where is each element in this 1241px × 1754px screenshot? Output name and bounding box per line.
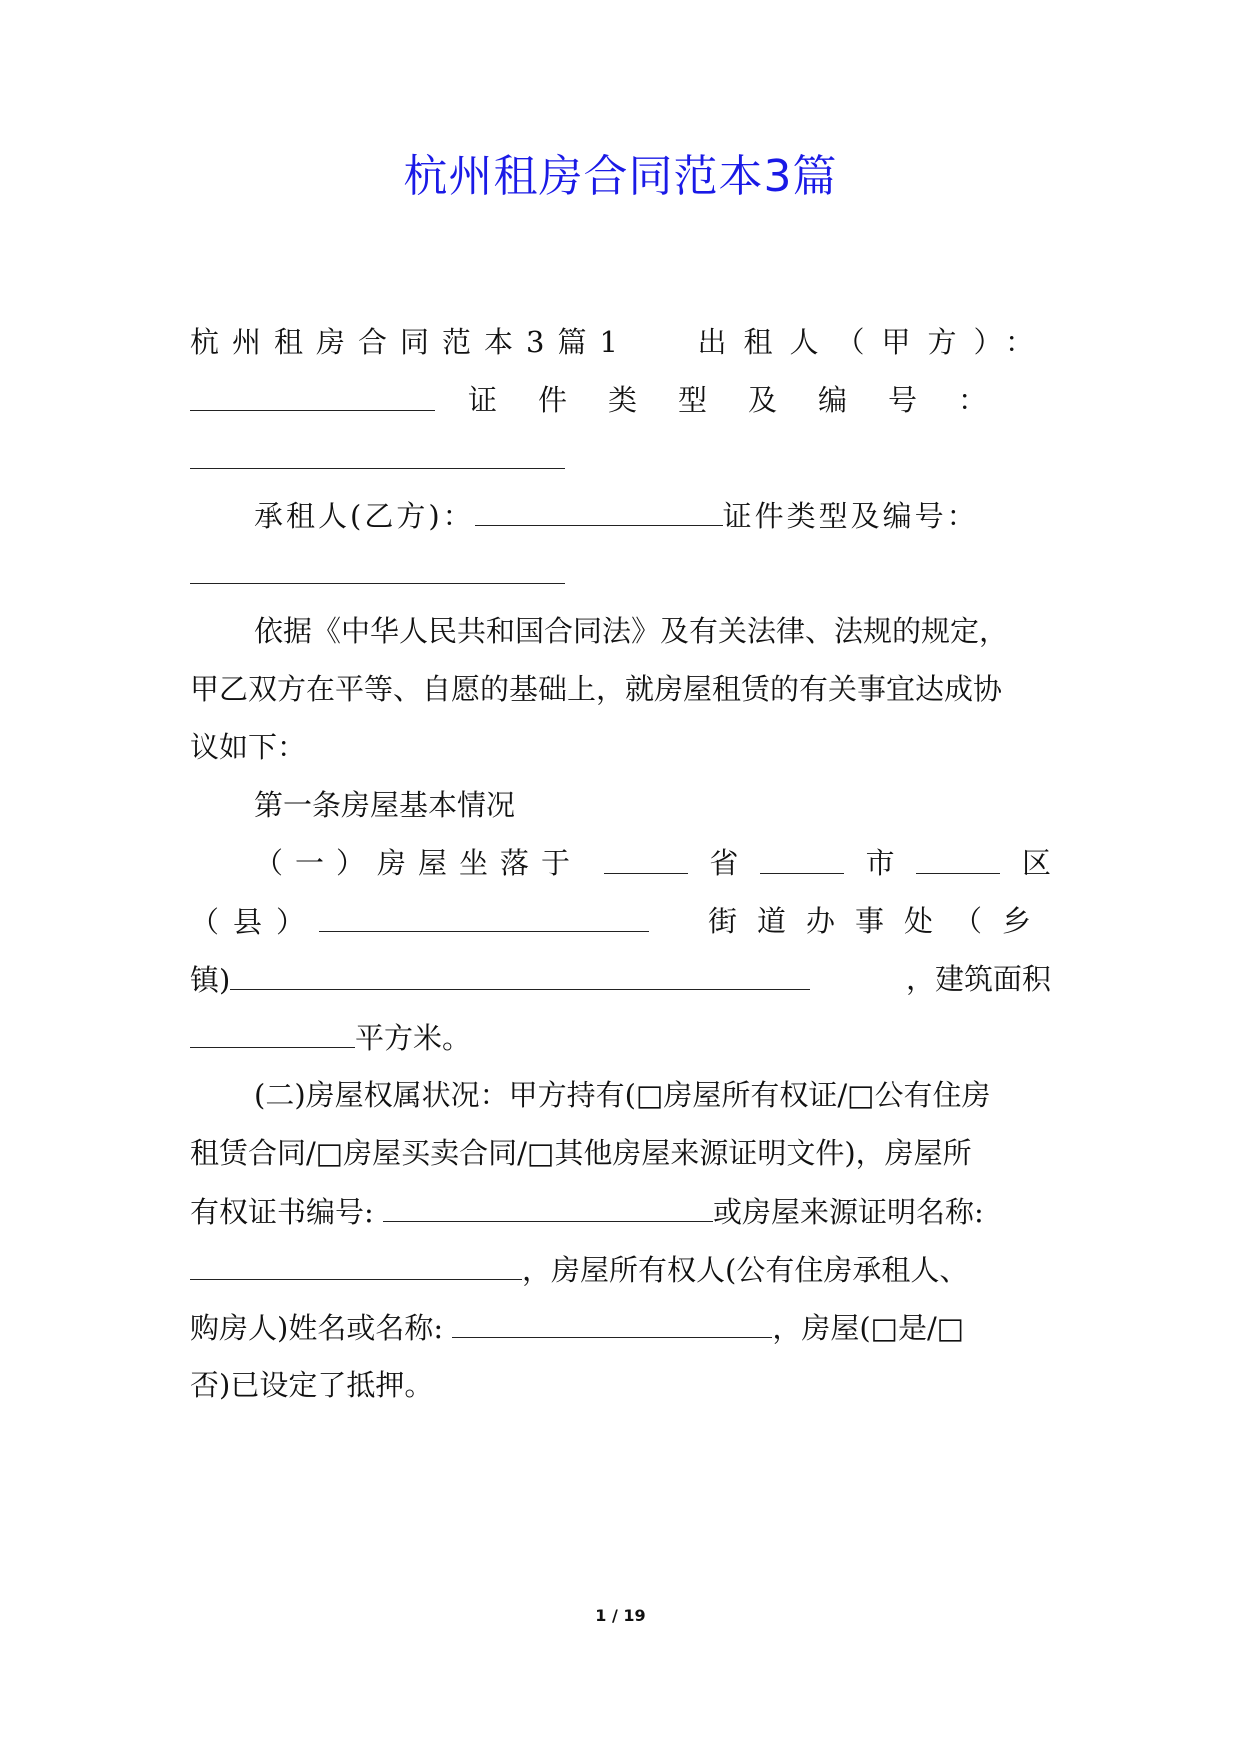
preamble-line-2: 甲乙双方在平等、自愿的基础上，就房屋租赁的有关事宜达成协	[190, 672, 1003, 706]
lessor-label: 出租人（甲方）：	[697, 325, 1051, 359]
area-blank[interactable]	[190, 1017, 355, 1048]
ownership-line-2: 租赁合同/□房屋买卖合同/□其他房屋来源证明文件)，房屋所	[190, 1136, 972, 1170]
location-line-3	[190, 959, 1051, 1000]
document-title: 杭州租房合同范本3篇	[403, 151, 838, 202]
location-line-2	[190, 901, 1051, 942]
city-label: 市	[865, 846, 895, 880]
article-1-heading: 第一条房屋基本情况	[254, 788, 516, 822]
lessee-id-blank[interactable]	[190, 553, 565, 584]
cert-number-label: 有权证书编号:	[190, 1195, 374, 1229]
province-label: 省	[709, 846, 739, 880]
owner-name-blank[interactable]	[452, 1307, 772, 1338]
district-label: 区	[1021, 846, 1051, 880]
page-number: 1 / 19	[595, 1606, 646, 1625]
owner-label: ，房屋所有权人(公有住房承租人、	[522, 1253, 969, 1287]
ownership-line-6: 否)已设定了抵押。	[190, 1368, 434, 1402]
ownership-line-1: (二)房屋权属状况：甲方持有(□房屋所有权证/□公有住房	[254, 1078, 991, 1112]
heading-1: 杭州租房合同范本3篇1	[190, 325, 631, 359]
lessor-id-blank[interactable]	[190, 438, 565, 469]
lessor-name-blank[interactable]	[190, 380, 435, 411]
cert-number-blank[interactable]	[383, 1191, 713, 1222]
location-prefix: （一）房屋坐落于	[254, 846, 583, 880]
lessor-id-blank-line	[190, 438, 1051, 479]
ownership-line-3	[190, 1191, 1051, 1232]
mortgage-label: ，房屋(□是/□	[772, 1311, 965, 1345]
lessor-line	[190, 322, 1051, 362]
city-blank[interactable]	[760, 843, 844, 874]
source-doc-blank[interactable]	[190, 1249, 522, 1280]
area-unit: 平方米。	[355, 1021, 472, 1055]
lessee-label: 承租人(乙方)：	[254, 499, 475, 533]
owner-name-label: 购房人)姓名或名称:	[190, 1311, 444, 1345]
ownership-line-5	[190, 1307, 1051, 1348]
lessee-line	[254, 495, 1051, 536]
lessee-name-blank[interactable]	[475, 495, 723, 526]
preamble-line-1: 依据《中华人民共和国合同法》及有关法律、法规的规定，	[254, 614, 1009, 648]
location-line-4	[190, 1017, 1051, 1058]
source-doc-label: 或房屋来源证明名称:	[713, 1195, 984, 1229]
area-label: ，建筑面积	[905, 962, 1051, 996]
street-blank[interactable]	[319, 901, 649, 932]
county-label: （县）	[190, 905, 320, 939]
street-label: 街道办事处（乡	[707, 904, 1051, 938]
lessee-id-blank-line	[190, 553, 1051, 594]
preamble-line-3: 议如下：	[190, 730, 307, 764]
town-blank[interactable]	[230, 959, 810, 990]
lessee-id-label: 证件类型及编号：	[722, 499, 979, 533]
province-blank[interactable]	[604, 843, 688, 874]
ownership-line-4	[190, 1249, 1051, 1290]
town-label: 镇)	[190, 963, 231, 997]
location-line-1	[254, 843, 1051, 883]
lessor-id-line	[190, 380, 1051, 421]
district-blank[interactable]	[916, 843, 1000, 874]
lessor-id-label: 证件类型及编号：	[468, 383, 1029, 417]
